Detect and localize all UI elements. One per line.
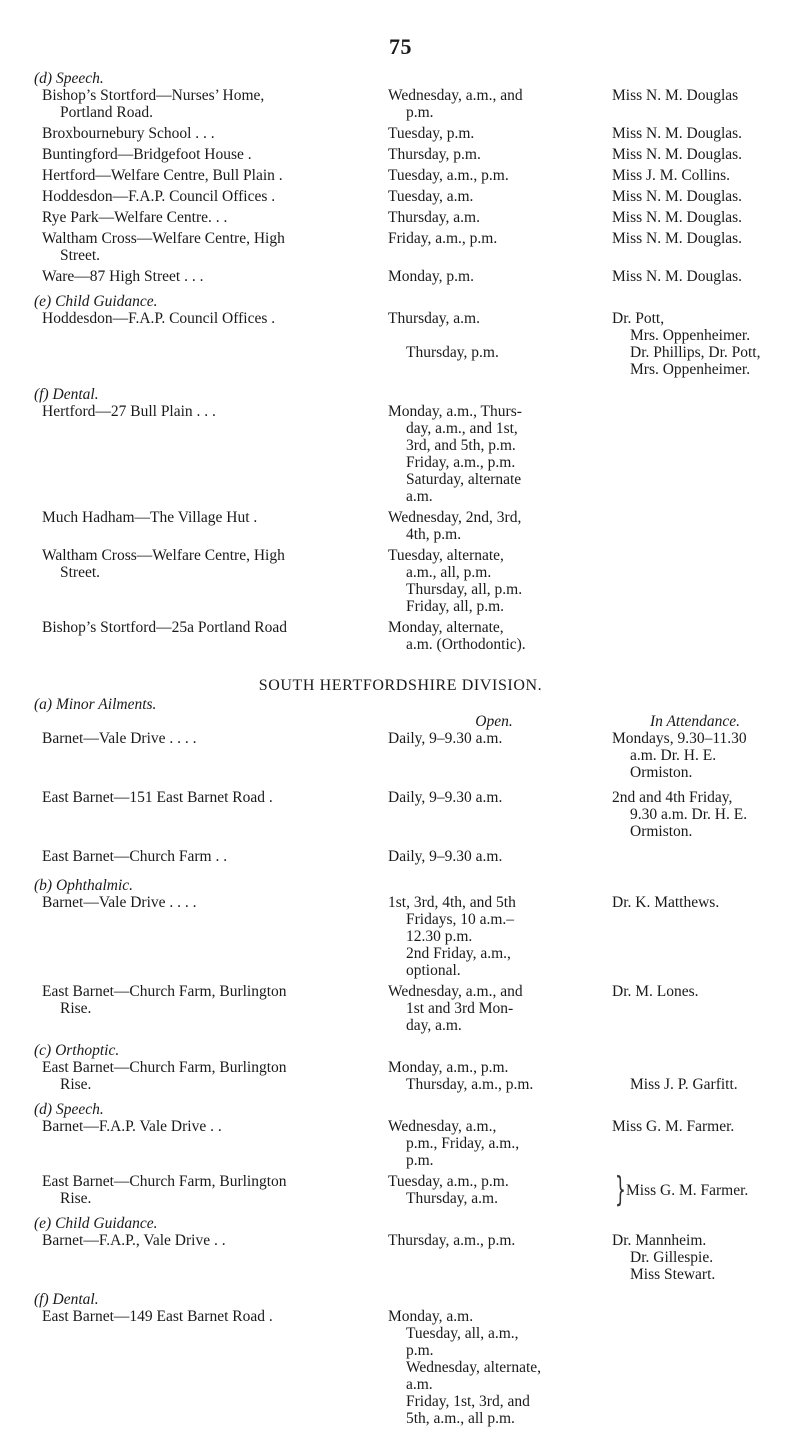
clinic-location [0, 310, 388, 378]
section-heading: (b) Ophthalmic. [34, 877, 134, 894]
clinic-location [0, 167, 388, 184]
staff-in-attendance [608, 1118, 778, 1169]
text-line: Miss J. P. Garfitt. [630, 1076, 738, 1093]
clinic-location [0, 146, 388, 163]
clinic-row [0, 188, 801, 205]
text-line: 2nd Friday, a.m., [406, 945, 511, 962]
text-line: Wednesday, a.m., [388, 1118, 497, 1135]
clinic-location [0, 188, 388, 205]
text-line: Miss N. M. Douglas. [612, 146, 743, 163]
text-line: Thursday, a.m. [388, 310, 480, 327]
session-times [388, 848, 608, 865]
column-heading-open: Open. [475, 713, 513, 730]
section-heading: (a) Minor Ailments. [34, 696, 157, 713]
session-times [388, 230, 608, 264]
clinic-location [0, 1059, 388, 1093]
section-heading: (f) Dental. [34, 1291, 99, 1308]
clinic-location [0, 209, 388, 226]
clinic-row [0, 209, 801, 226]
text-line: Wednesday, 2nd, 3rd, [388, 509, 522, 526]
clinic-location [0, 848, 388, 865]
text-line: Street. [60, 564, 101, 581]
text-line: Wednesday, a.m., and [388, 87, 523, 104]
text-line: Monday, alternate, [388, 619, 504, 636]
session-times [388, 1059, 608, 1093]
page-content [0, 70, 801, 1435]
text-line: Mondays, 9.30–11.30 [612, 730, 747, 747]
text-line: 4th, p.m. [406, 526, 462, 543]
clinic-location [0, 983, 388, 1034]
session-times [388, 789, 608, 840]
staff-in-attendance [608, 188, 778, 205]
session-times [388, 1308, 608, 1427]
session-times [388, 1232, 608, 1283]
text-line: Miss G. M. Farmer. [626, 1181, 749, 1199]
text-line: Dr. M. Lones. [612, 983, 699, 1000]
text-line: Hoddesdon—F.A.P. Council Offices . [42, 310, 276, 327]
section-heading: (c) Orthoptic. [34, 1042, 120, 1059]
text-line: a.m. [406, 488, 433, 505]
staff-in-attendance [608, 789, 778, 840]
text-line: a.m., all, p.m. [406, 564, 492, 581]
text-line: Tuesday, a.m., p.m. [388, 1173, 509, 1190]
text-line: Ormiston. [630, 823, 693, 840]
text-line: Ormiston. [630, 764, 693, 781]
section-heading: (e) Child Guidance. [34, 293, 158, 310]
text-line: Barnet—F.A.P., Vale Drive . . [42, 1232, 226, 1249]
text-line: Dr. Pott, [612, 310, 665, 327]
staff-in-attendance [608, 167, 778, 184]
clinic-row [0, 1059, 801, 1093]
clinic-location [0, 509, 388, 543]
clinic-row [0, 403, 801, 505]
text-line: Thursday, p.m. [388, 146, 481, 163]
clinic-location [0, 894, 388, 979]
text-line: Ware—87 High Street . . . [42, 268, 204, 285]
text-line: Miss G. M. Farmer. [612, 1118, 735, 1135]
text-line: 1st and 3rd Mon- [406, 1000, 514, 1017]
text-line: Fridays, 10 a.m.– [406, 911, 515, 928]
text-line: Monday, a.m. [388, 1308, 474, 1325]
text-line: Miss N. M. Douglas. [612, 125, 743, 142]
session-times [388, 894, 608, 979]
text-line: optional. [406, 962, 461, 979]
session-times [388, 730, 608, 781]
section-heading: (d) Speech. [34, 70, 104, 87]
clinic-location [0, 547, 388, 615]
text-line: Thursday, a.m. [388, 209, 480, 226]
text-line: Miss Stewart. [630, 1266, 716, 1283]
text-line: Tuesday, a.m. [388, 188, 474, 205]
text-line: Bishop’s Stortford—25a Portland Road [42, 619, 287, 636]
session-times [388, 268, 608, 285]
session-times [388, 167, 608, 184]
clinic-row [0, 268, 801, 285]
text-line: Friday, a.m., p.m. [406, 454, 516, 471]
text-line: Daily, 9–9.30 a.m. [388, 789, 503, 806]
clinic-row [0, 310, 801, 378]
clinic-location [0, 1232, 388, 1283]
clinic-row [0, 983, 801, 1034]
text-line: Miss N. M. Douglas [612, 87, 739, 104]
staff-in-attendance [608, 983, 778, 1034]
clinic-row [0, 1308, 801, 1427]
staff-in-attendance [608, 848, 778, 865]
text-line: Rise. [60, 1000, 92, 1017]
text-line: Barnet—Vale Drive . . . . [42, 894, 197, 911]
text-line: Monday, a.m., Thurs- [388, 403, 522, 420]
text-line: a.m. [406, 1376, 433, 1393]
text-line: p.m. [406, 1342, 434, 1359]
staff-in-attendance [608, 619, 778, 653]
clinic-location [0, 789, 388, 840]
text-line: Tuesday, p.m. [388, 125, 475, 142]
text-line: Miss J. M. Collins. [612, 167, 731, 184]
text-line: Barnet—Vale Drive . . . . [42, 730, 197, 747]
staff-in-attendance [608, 310, 778, 378]
staff-in-attendance [608, 894, 778, 979]
south-division-sections [0, 696, 801, 1435]
text-line: Friday, all, p.m. [406, 598, 505, 615]
staff-in-attendance [608, 87, 778, 121]
text-line: Hertford—27 Bull Plain . . . [42, 403, 216, 420]
text-line: p.m. [406, 1152, 434, 1169]
text-line: Friday, 1st, 3rd, and [406, 1393, 530, 1410]
text-line: Daily, 9–9.30 a.m. [388, 730, 503, 747]
staff-in-attendance [608, 125, 778, 142]
session-times [388, 983, 608, 1034]
text-line: Rise. [60, 1190, 92, 1207]
text-line: Hoddesdon—F.A.P. Council Offices . [42, 188, 276, 205]
staff-in-attendance [608, 509, 778, 543]
division-title: SOUTH HERTFORDSHIRE DIVISION. [258, 677, 543, 694]
clinic-row [0, 1232, 801, 1283]
text-line: day, a.m., and 1st, [406, 420, 518, 437]
text-line: Broxbournebury School . . . [42, 125, 215, 142]
text-line: Dr. Mannheim. [612, 1232, 707, 1249]
clinic-row [0, 619, 801, 653]
page-number: 75 [389, 34, 412, 59]
text-line: Much Hadham—The Village Hut . [42, 509, 258, 526]
column-heading-attendance: In Attendance. [649, 713, 741, 730]
clinic-row [0, 230, 801, 264]
text-line: Buntingford—Bridgefoot House . [42, 146, 252, 163]
text-line: Wednesday, alternate, [406, 1359, 542, 1376]
session-times [388, 125, 608, 142]
text-line: Barnet—F.A.P. Vale Drive . . [42, 1118, 222, 1135]
text-line: Rise. [60, 1076, 92, 1093]
clinic-location [0, 87, 388, 121]
clinic-location [0, 230, 388, 264]
text-line: Waltham Cross—Welfare Centre, High [42, 230, 285, 247]
text-line: Miss N. M. Douglas. [612, 209, 743, 226]
text-line: Tuesday, all, a.m., [406, 1325, 519, 1342]
clinic-row [0, 167, 801, 184]
text-line: East Barnet—151 East Barnet Road . [42, 789, 273, 806]
session-times [388, 310, 608, 378]
clinic-location [0, 1173, 388, 1207]
staff-in-attendance [608, 230, 778, 264]
session-times [388, 403, 608, 505]
staff-in-attendance [608, 1308, 778, 1427]
session-times [388, 509, 608, 543]
clinic-location [0, 1118, 388, 1169]
text-line: Mrs. Oppenheimer. [630, 361, 751, 378]
clinic-row [0, 509, 801, 543]
text-line: Hertford—Welfare Centre, Bull Plain . [42, 167, 283, 184]
text-line: Miss N. M. Douglas. [612, 230, 743, 247]
clinic-location [0, 125, 388, 142]
session-times [388, 1173, 608, 1207]
text-line: Portland Road. [60, 104, 153, 121]
staff-in-attendance [608, 1170, 778, 1210]
session-times [388, 209, 608, 226]
text-line: Miss N. M. Douglas. [612, 268, 743, 285]
clinic-row [0, 87, 801, 121]
brace-glyph: } [615, 1170, 626, 1210]
text-line: p.m. [406, 104, 434, 121]
text-line: Thursday, a.m., p.m. [388, 1232, 516, 1249]
clinic-location [0, 619, 388, 653]
north-division-sections [0, 70, 801, 661]
section-heading: (f) Dental. [34, 386, 99, 403]
text-line: 3rd, and 5th, p.m. [406, 437, 516, 454]
staff-in-attendance [608, 547, 778, 615]
staff-in-attendance [608, 268, 778, 285]
clinic-row [0, 1118, 801, 1169]
session-times [388, 188, 608, 205]
text-line: Tuesday, a.m., p.m. [388, 167, 509, 184]
text-line [388, 327, 600, 344]
text-line: Dr. K. Matthews. [612, 894, 720, 911]
clinic-row [0, 125, 801, 142]
text-line: Thursday, a.m. [406, 1190, 498, 1207]
staff-in-attendance [608, 730, 778, 781]
text-line: Saturday, alternate [406, 471, 522, 488]
clinic-location [0, 730, 388, 781]
text-line: Mrs. Oppenheimer. [630, 327, 751, 344]
text-line: Monday, a.m., p.m. [388, 1059, 509, 1076]
text-line: East Barnet—149 East Barnet Road . [42, 1308, 273, 1325]
staff-in-attendance [608, 1232, 778, 1283]
clinic-row [0, 789, 801, 840]
text-line: Wednesday, a.m., and [388, 983, 523, 1000]
text-line: Rye Park—Welfare Centre. . . [42, 209, 228, 226]
text-line: Thursday, all, p.m. [406, 581, 523, 598]
text-line: p.m., Friday, a.m., [406, 1135, 520, 1152]
session-times [388, 547, 608, 615]
column-headings [0, 713, 801, 730]
text-line: 5th, a.m., all p.m. [406, 1410, 515, 1427]
staff-in-attendance [608, 1059, 778, 1093]
text-line: a.m. (Orthodontic). [406, 636, 526, 653]
text-line: a.m. Dr. H. E. [630, 747, 717, 764]
text-line: Dr. Gillespie. [630, 1249, 714, 1266]
text-line: Waltham Cross—Welfare Centre, High [42, 547, 285, 564]
session-times [388, 146, 608, 163]
text-line: 2nd and 4th Friday, [612, 789, 733, 806]
session-times [388, 619, 608, 653]
clinic-row [0, 730, 801, 781]
staff-in-attendance [608, 146, 778, 163]
staff-in-attendance [608, 209, 778, 226]
text-line: Tuesday, alternate, [388, 547, 504, 564]
text-line: 12.30 p.m. [406, 928, 473, 945]
text-line: 1st, 3rd, 4th, and 5th [388, 894, 516, 911]
text-line: Thursday, a.m., p.m. [406, 1076, 534, 1093]
staff-in-attendance [608, 403, 778, 505]
text-line: Friday, a.m., p.m. [388, 230, 498, 247]
text-line [612, 1059, 778, 1076]
text-line: Monday, p.m. [388, 268, 474, 285]
section-heading: (e) Child Guidance. [34, 1215, 158, 1232]
clinic-location [0, 1308, 388, 1427]
text-line: Street. [60, 247, 101, 264]
clinic-location [0, 268, 388, 285]
text-line: East Barnet—Church Farm, Burlington [42, 1173, 287, 1190]
clinic-row [0, 894, 801, 979]
text-line: Thursday, p.m. [406, 344, 499, 361]
clinic-row [0, 146, 801, 163]
text-line: Daily, 9–9.30 a.m. [388, 848, 503, 865]
text-line: Miss N. M. Douglas. [612, 188, 743, 205]
session-times [388, 87, 608, 121]
text-line: East Barnet—Church Farm, Burlington [42, 983, 287, 1000]
text-line: Dr. Phillips, Dr. Pott, [630, 344, 761, 361]
text-line: Bishop’s Stortford—Nurses’ Home, [42, 87, 265, 104]
session-times [388, 1118, 608, 1169]
clinic-row [0, 547, 801, 615]
section-heading: (d) Speech. [34, 1101, 104, 1118]
clinic-row [0, 1170, 801, 1210]
text-line: day, a.m. [406, 1017, 462, 1034]
clinic-row [0, 848, 801, 865]
text-line: East Barnet—Church Farm, Burlington [42, 1059, 287, 1076]
text-line: 9.30 a.m. Dr. H. E. [630, 806, 748, 823]
clinic-location [0, 403, 388, 505]
text-line: East Barnet—Church Farm . . [42, 848, 228, 865]
